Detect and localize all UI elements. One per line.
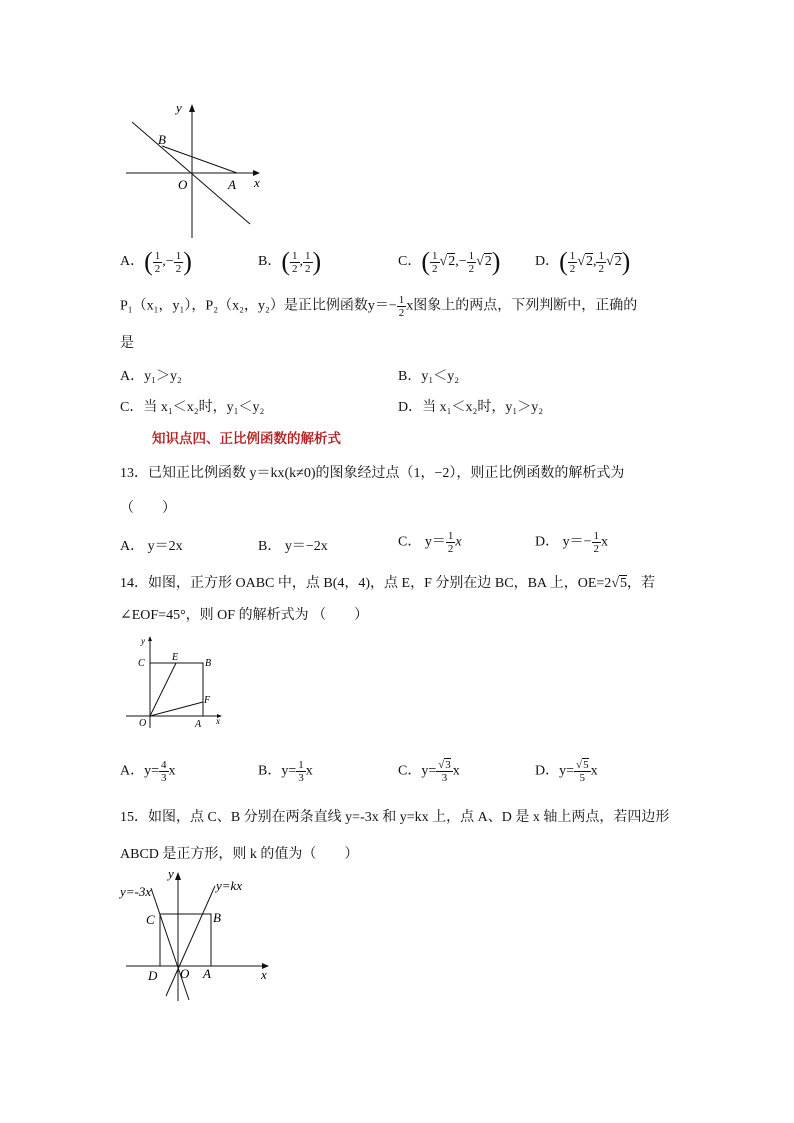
q12-option-a[interactable]: A．y₁＞y₂ [120,369,182,384]
label-y: y [168,866,174,881]
q13-stem: 13．已知正比例函数 y＝kx(k≠0)的图象经过点（1，−2），则正比例函数的解析式为 [120,466,625,481]
q14-stem-line2: ∠EOF=45°，则 OF 的解析式为 （ ） [120,608,369,623]
q14-figure [122,632,232,732]
label-b: B [158,132,166,147]
line-y-neg3x [151,888,189,1000]
label-o: O [178,177,188,192]
q12-option-d[interactable]: D．当 x₁＜x₂时，y₁＞y₂ [398,400,544,415]
label-x: x [261,967,267,982]
q13-blank: （ ） [120,501,176,516]
label-f: F [204,695,211,706]
q15-stem-line2: ABCD 是正方形，则 k 的值为（ ） [120,847,359,862]
q11-option-b[interactable]: B．( $\frac{1}{2}$ , $\frac{1}{2}$ ) [258,247,322,276]
q14-stem-line1: 14．如图，正方形 OABC 中，点 B(4，4)，点 E，F 分别在边 BC，BA 上，OE=2√5，若 [120,576,655,591]
label-y: y [176,100,182,115]
label-b: B [213,910,221,925]
label-e: E [172,652,179,663]
label-o: O [180,966,190,981]
q14-option-c[interactable]: C．y= $\frac{√3}{3}$ x [398,759,460,784]
label-x: x [254,175,260,190]
label-o: O [139,718,147,729]
y-arrow [148,636,152,641]
q12-option-b[interactable]: B．y₁＜y₂ [398,369,460,384]
label-a: A [228,177,236,192]
segment-oe [150,663,176,716]
label-b: B [205,658,212,669]
q13-option-c[interactable]: C． y＝ $\frac{1}{2}$ x [398,530,462,555]
label-a: A [195,719,202,730]
q11-option-c[interactable]: C．( $\frac{1}{2}$ √2,− $\frac{1}{2}$ √2) [398,247,501,276]
segment-ab [162,146,237,173]
y-arrow [175,872,181,880]
q14-option-a[interactable]: A．y= $\frac{4}{3}$ x [120,759,176,784]
label-a: A [203,966,211,981]
section-title: 知识点四、正比例函数的解析式 [152,431,341,447]
segment-of [150,702,203,716]
square-abcd [160,914,211,966]
q15-stem-line1: 15．如图，点 C、B 分别在两条直线 y=-3x 和 y=kx 上，点 A、D 是 x 轴上两点，若四边形 [120,810,670,825]
y-arrow [189,104,195,112]
q14-option-d[interactable]: D．y= $\frac{√5}{5}$ x [535,759,598,784]
label-y-neg3x: y=-3x [120,884,152,899]
label-c: C [146,912,155,927]
q11-option-d[interactable]: D．( $\frac{1}{2}$ √2, $\frac{1}{2}$ √2) [535,247,631,276]
q13-option-b[interactable]: B． y＝−2x [258,539,328,554]
q12-stem-line2: 是 [120,336,134,351]
label-y-kx: y=kx [216,878,243,893]
q12-option-c[interactable]: C．当 x₁＜x₂时，y₁＜y₂ [120,400,265,415]
q14-option-b[interactable]: B．y= $\frac{1}{3}$ x [258,759,313,784]
square-oabc [150,663,203,716]
label-d: D [148,968,158,983]
q11-figure [120,98,270,243]
q13-option-a[interactable]: A． y＝2x [120,539,183,554]
q15-figure [118,866,283,1006]
q12-stem: P₁（x₁，y₁），P₂（x₂，y₂）是正比例函数y＝− $\frac{1}{2}$ x图象上的两点，下列判断中，正确的 [120,294,638,319]
q13-option-d[interactable]: D． y＝− $\frac{1}{2}$ x [535,530,609,555]
q11-option-a[interactable]: A．( $\frac{1}{2}$ ,− $\frac{1}{2}$ ) [120,247,192,276]
label-x: x [216,716,220,726]
label-y: y [141,636,145,646]
label-c: C [138,658,145,669]
